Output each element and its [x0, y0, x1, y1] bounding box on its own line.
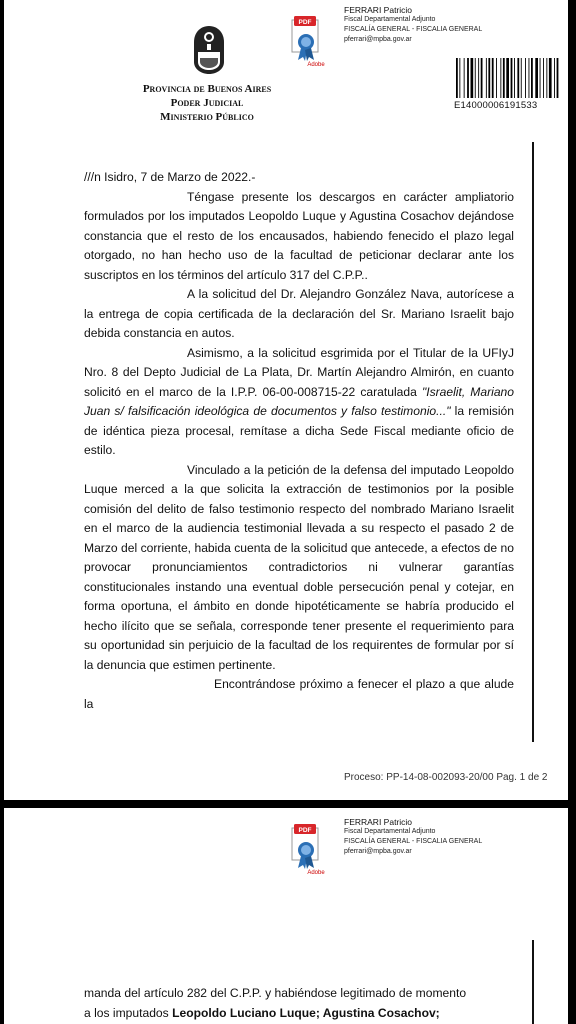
- page2-line-2-text: a los imputados: [84, 1005, 173, 1020]
- date-line: ///n Isidro, 7 de Marzo de 2022.-: [84, 170, 256, 184]
- signer-name: FERRARI Patricio: [344, 5, 413, 15]
- margin-line: [532, 142, 534, 742]
- signer-role: Fiscal Departamental Adjunto: [344, 828, 436, 835]
- signer-email: pferrari@mpba.gov.ar: [344, 848, 412, 855]
- margin-line: [532, 940, 534, 1024]
- pdf-signature-icon: [290, 822, 328, 880]
- pdf-label: PDF: [298, 827, 312, 834]
- signer-office: FISCALÍA GENERAL - FISCALIA GENERAL: [344, 26, 483, 33]
- page2-line-1: manda del artículo 282 del C.P.P. y habiéndose legitimado de momento: [84, 986, 467, 1000]
- barcode-number: E14000006191533: [454, 100, 538, 111]
- page2-line-2-bold: Leopoldo Luciano Luque; Agustina Cosachov;: [172, 1005, 440, 1020]
- paragraph-2: A la solicitud del Dr. Alejandro González Nava, autorícese a la entrega de copia certificada de la declaración del Sr. Mariano Israelit bajo debida constancia en autos.: [84, 287, 514, 340]
- header-province: Provincia de Buenos Aires: [142, 83, 272, 95]
- header-ministry: Ministerio Público: [160, 111, 254, 123]
- paragraph-3-italic: "Israelit, Mariano Juan s/ falsificación ideológica de documentos y falso testimonio...": [84, 384, 515, 418]
- pdf-label: PDF: [298, 19, 312, 26]
- paragraph-5: Encontrándose próximo a fenecer el plazo a que alude la: [84, 677, 514, 711]
- adobe-label: Adobe: [307, 62, 325, 68]
- page2-line-2: [84, 1004, 514, 1024]
- document-body: [84, 168, 514, 714]
- page-footer: Proceso: PP-14-08-002093-20/00 Pag. 1 de 2: [344, 772, 548, 783]
- digital-signature-block: [344, 5, 482, 45]
- institution-header: [132, 82, 282, 124]
- paragraph-3: [84, 344, 514, 461]
- signer-role: Fiscal Departamental Adjunto: [344, 16, 436, 23]
- province-seal-icon: [190, 24, 228, 76]
- document-page-2: [4, 808, 568, 1024]
- paragraph-4: Vinculado a la petición de la defensa del imputado Leopoldo Luque merced a la que solicita la extracción de testimonios por la posible comisión del delito de falso testimonio respecto del nombrado Mariano Israelit en el marco de la audiencia testimonial llevada a su respecto el pasado 2 de Marzo del corriente, habida cuenta de la solicitud que antecede, a efectos de no provocar pronunciamientos contradictorios ni vulnerar garantías constitucionales instando una eventual doble persecución penal y cotejar, en forma oportuna, el ámbito en donde hipotéticamente se habría producido el hecho ilícito que se señala, corresponde tener presente el requerimiento para su oportunidad sin perjuicio de la facultad de los requirentes de formular por sí la denuncia que estimen pertinente.: [84, 462, 514, 672]
- signer-email: pferrari@mpba.gov.ar: [344, 36, 412, 43]
- signer-name: FERRARI Patricio: [344, 817, 413, 827]
- document-page-1: [4, 0, 568, 800]
- document-barcode: [456, 58, 560, 98]
- pdf-signature-icon: [290, 14, 328, 72]
- header-judicial: Poder Judicial: [170, 97, 244, 109]
- signer-office: FISCALÍA GENERAL - FISCALIA GENERAL: [344, 838, 483, 845]
- document-body: [84, 984, 514, 1023]
- digital-signature-block: [344, 817, 482, 857]
- paragraph-1: Téngase presente los descargos en carácter ampliatorio formulados por los imputados Leopoldo Luque y Agustina Cosachov dejándose constancia que el resto de los encausados, habiendo fenecido el plazo legal otorgado, no han hecho uso de la facultad de peticionar declarar ante los suscriptos en los términos del artículo 317 del C.P.P..: [84, 189, 514, 282]
- paragraph-3-text-b: la remisión de idéntica pieza procesal, remítase a dicha Sede Fiscal mediante oficio de estilo.: [84, 404, 514, 457]
- paragraph-3-text-a: Asimismo, a la solicitud esgrimida por el Titular de la UFIyJ Nro. 8 del Depto Judicial de La Plata, Dr. Martín Alejandro Almirón, en cuanto solicitó en el marco de la I.P.P. 06-00-008715-22 caratulada: [84, 345, 514, 399]
- adobe-label: Adobe: [307, 870, 325, 876]
